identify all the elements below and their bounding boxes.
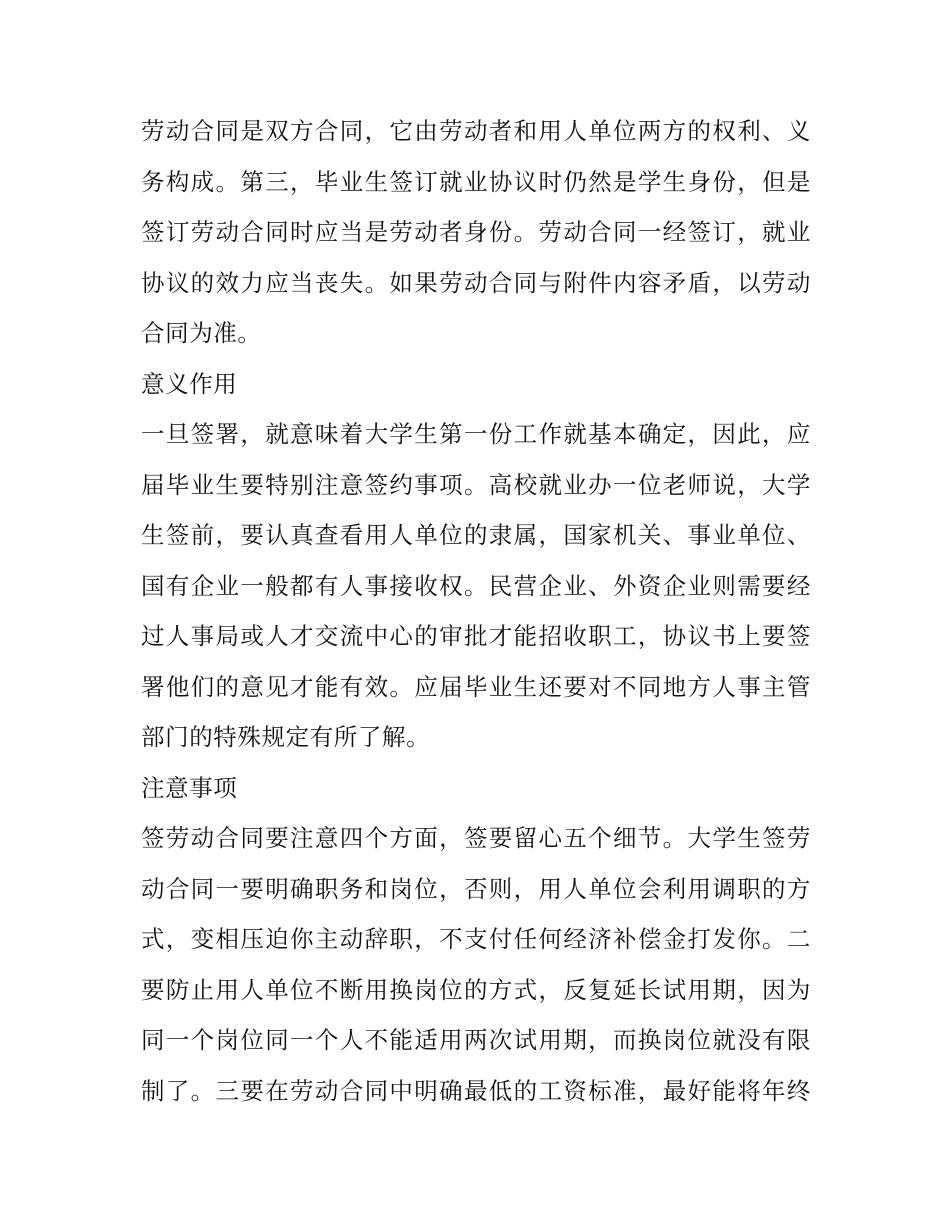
section-heading: 注意事项	[141, 773, 238, 802]
paragraph-line: 制了。三要在劳动合同中明确最低的工资标准，最好能将年终	[141, 1076, 811, 1105]
paragraph-line: 劳动合同是双方合同，它由劳动者和用人单位两方的权利、义	[141, 117, 811, 145]
section-heading: 意义作用	[141, 369, 238, 398]
paragraph-line: 国有企业一般都有人事接收权。民营企业、外资企业则需要经	[141, 571, 811, 600]
paragraph-line: 签劳动合同要注意四个方面，签要留心五个细节。大学生签劳	[141, 824, 811, 852]
paragraph-line: 署他们的意见才能有效。应届毕业生还要对不同地方人事主管	[141, 672, 811, 701]
paragraph-line: 要防止用人单位不断用换岗位的方式，反复延长试用期，因为	[141, 975, 811, 1004]
document-body	[141, 106, 811, 1116]
paragraph-line: 一旦签署，就意味着大学生第一份工作就基本确定，因此，应	[141, 420, 811, 448]
paragraph-line: 务构成。第三，毕业生签订就业协议时仍然是学生身份，但是	[141, 167, 811, 196]
paragraph-line: 部门的特殊规定有所了解。	[141, 723, 431, 751]
paragraph-line: 协议的效力应当丧失。如果劳动合同与附件内容矛盾，以劳动	[141, 268, 811, 297]
paragraph-line: 生签前，要认真查看用人单位的隶属，国家机关、事业单位、	[141, 521, 811, 549]
paragraph-line: 同一个岗位同一个人不能适用两次试用期，而换岗位就没有限	[141, 1026, 811, 1054]
paragraph-line: 动合同一要明确职务和岗位，否则，用人单位会利用调职的方	[141, 874, 811, 903]
paragraph-line: 届毕业生要特别注意签约事项。高校就业办一位老师说，大学	[141, 470, 811, 499]
paragraph-line: 合同为准。	[141, 319, 262, 347]
paragraph-line: 过人事局或人才交流中心的审批才能招收职工，协议书上要签	[141, 622, 811, 650]
paragraph-line: 式，变相压迫你主动辞职，不支付任何经济补偿金打发你。二	[141, 925, 811, 953]
paragraph-line: 签订劳动合同时应当是劳动者身份。劳动合同一经签订，就业	[141, 218, 811, 246]
